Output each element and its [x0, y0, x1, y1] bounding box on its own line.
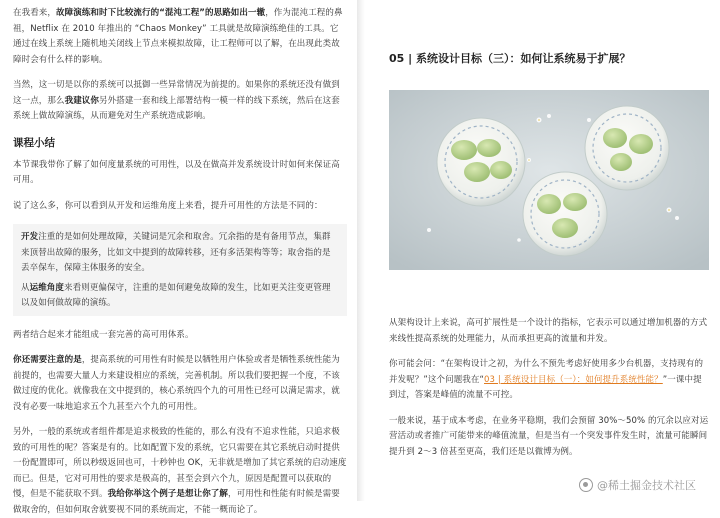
emphasis-text: 我给你举这个例子是想让你了解 [107, 489, 229, 499]
quote-development [21, 230, 339, 277]
right-page [365, 0, 720, 501]
lesson-03-link[interactable]: 03 | 系统设计目标（一）：如何提升系统性能？ [484, 374, 663, 385]
text: ，作为混沌工程的鼻祖，Netflix 在 2010 年推出的 “Chaos Monkey” 工具就是故障演练绝佳的工具。它通过在线上系统上随机地关闭线上节点来模拟故障，让工程师可以了解，在出现此类故障时会有什么样的影响。 [13, 8, 343, 65]
emphasis-text: 故障演练和时下比较流行的“混沌工程”的思路如出一辙 [56, 8, 266, 18]
quote-operations [21, 281, 339, 312]
paragraph-tradeoff [13, 353, 347, 415]
juejin-watermark [579, 477, 696, 493]
paragraph-chaos-engineering [13, 6, 347, 68]
paragraph-redundancy: 一般来说，基于成本考虑，在业务平稳期，我们会预留 30%～50% 的冗余以应对运营活动或者推广可能带来的峰值流量，但是当有一个突发事件发生时，流量可能瞬间提升到 2～3 倍甚至更高，我们还是以微博为例。 [389, 415, 709, 457]
watermark-text: @稀土掘金技术社区 [597, 479, 696, 492]
article-title: 05 | 系统设计目标（三）：如何让系统易于扩展？ [389, 52, 631, 65]
text: 另外，一般的系统或者组件都是追求极致的性能的，那么有没有不追求性能，只追求极致的可用性的呢？答案是有的。比如配置下发的系统，它只需要在其它系统启动时提供一份配置即可，所以秒级返回也可，十秒钟也 OK，无非就是增加了其它系统的启动速度而已。但是，它对可用性的要求是极高的，甚至会到六个九，原因是配置可以获取的慢，但是不能获取不到。 [13, 427, 347, 499]
emphasis-text: 开发 [21, 232, 39, 242]
emphasis-text: 你还需要注意的是 [13, 355, 82, 365]
paragraph-combine: 两者结合起来才能组成一套完善的高可用体系。 [13, 329, 194, 340]
text: ”一课中提到过，答案是峰值的流量不可控。 [389, 374, 702, 400]
left-page [0, 0, 357, 515]
text: ，可用性和性能有时候是需要做取舍的，但如何取舍就要视不同的系统而定，不能一概而论了。 [13, 489, 340, 515]
page-gutter [357, 0, 365, 501]
text: 从 [21, 282, 30, 293]
text: 注重的是如何处理故障，关键词是冗余和取舍。冗余指的是有备用节点，集群来顶替出故障的服务，比如文中提到的故障转移，还有多活架构等等；取舍指的是丢卒保车，保障主体服务的安全。 [21, 232, 331, 273]
text: 另外搭建一套和线上部署结构一模一样的线下系统，然后在这套系统上做故障演练，从而避免对生产系统造成影响。 [13, 95, 340, 121]
paragraph-offline-system [13, 78, 347, 125]
text: 来看则更偏保守，注重的是如何避免故障的发生，比如更关注变更管理以及如何做故障的演练。 [21, 282, 331, 308]
paragraph-question [389, 357, 710, 404]
text: 在我看来， [13, 8, 57, 18]
text: ，提高系统的可用性有时候是以牺牲用户体验或者是牺牲系统性能为前提的，也需要大量人力来建设相应的系统，完善机制。所以我们要把握一个度，不该做过度的优化。就像我在文中提到的，核心系统四个九的可用性已经可以满足需求，就没有必要一味地追求五个九甚至六个九的可用性。 [13, 355, 340, 412]
text: 当然，这一切是以你的系统可以抵御一些异常情况为前提的。如果你的系统还没有做到这一点，那么 [13, 80, 340, 106]
emphasis-text: 我建议你 [64, 95, 100, 106]
paragraph-config-example [13, 425, 347, 518]
macarons-photo [389, 90, 709, 270]
emphasis-text: 运维角度 [29, 282, 65, 293]
summary-heading: 课程小结 [13, 136, 55, 149]
paragraph-summary: 本节课我带你了解了如何度量系统的可用性，以及在做高并发系统设计时如何来保证高可用。 [13, 159, 340, 185]
summary-quote-block [13, 224, 347, 316]
paragraph-methods-intro: 说了这么多，你可以看到从开发和运维角度上来看，提升可用性的方法是不同的： [13, 200, 323, 211]
paragraph-scalability-definition: 从架构设计上来说，高可扩展性是一个设计的指标，它表示可以通过增加机器的方式来线性提高系统的处理能力，从而承担更高的流量和并发。 [389, 318, 708, 344]
juejin-logo-icon [579, 478, 593, 492]
text: 你可能会问：“在架构设计之初，为什么不预先考虑好使用多少台机器，支持现有的并发呢？”这个问题我在“ [389, 359, 704, 385]
